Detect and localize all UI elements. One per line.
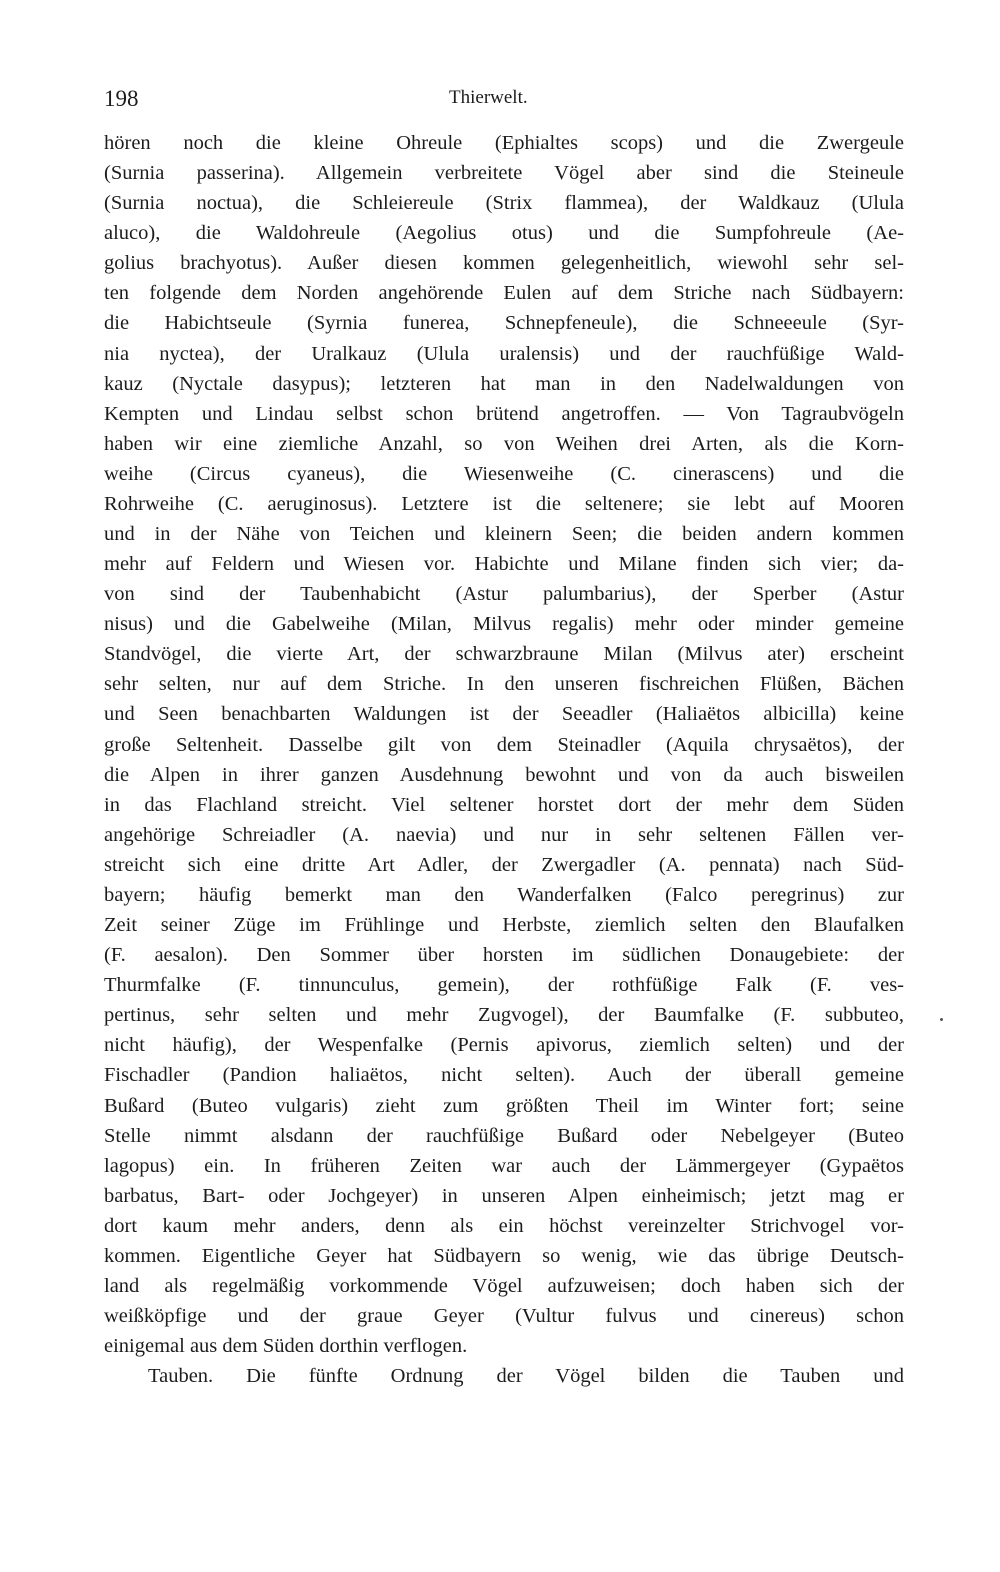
section-start-line: Tauben. Die fünfte Ordnung der Vögel bilden die Tauben und (148, 1365, 904, 1388)
text-line: von sind der Taubenhabicht (Astur palumbarius), der Sperber (Astur (104, 583, 904, 606)
body-text (104, 128, 904, 1391)
text-line: (Surnia passerina). Allgemein verbreitete Vögel aber sind die Steineule (104, 162, 904, 185)
ink-speck (940, 1018, 943, 1021)
text-line: pertinus, sehr selten und mehr Zugvogel), der Baumfalke (F. subbuteo, (104, 1004, 904, 1027)
text-line: Kempten und Lindau selbst schon brütend angetroffen. — Von Tagraubvögeln (104, 402, 904, 425)
text-line: weißköpfige und der graue Geyer (Vultur fulvus und cinereus) schon (104, 1305, 904, 1328)
text-line: große Seltenheit. Dasselbe gilt von dem Steinadler (Aquila chrysaëtos), der (104, 733, 904, 756)
text-line: aluco), die Waldohreule (Aegolius otus) und die Sumpfohreule (Ae- (104, 222, 904, 245)
text-line: hören noch die kleine Ohreule (Ephialtes scops) und die Zwergeule (104, 132, 904, 154)
text-line: in das Flachland streicht. Viel seltener horstet dort der mehr dem Süden (104, 793, 904, 816)
text-line: Thurmfalke (F. tinnunculus, gemein), der rothfüßige Falk (F. ves- (104, 974, 904, 997)
text-line: kommen. Eigentliche Geyer hat Südbayern so wenig, wie das übrige Deutsch- (104, 1244, 904, 1267)
text-line: weihe (Circus cyaneus), die Wiesenweihe (C. cinerascens) und die (104, 462, 904, 485)
paragraph-end-line: einigemal aus dem Süden dorthin verflogen. (104, 1335, 468, 1358)
text-line: Fischadler (Pandion haliaëtos, nicht selten). Auch der überall gemeine (104, 1064, 904, 1087)
text-line: (F. aesalon). Den Sommer über horsten im südlichen Donaugebiete: der (104, 944, 904, 967)
text-line: Rohrweihe (C. aeruginosus). Letztere ist die seltenere; sie lebt auf Mooren (104, 492, 904, 515)
text-line: lagopus) ein. In früheren Zeiten war auch der Lämmergeyer (Gypaëtos (104, 1154, 904, 1177)
text-line: nicht häufig), der Wespenfalke (Pernis apivorus, ziemlich selten) und der (104, 1034, 904, 1057)
text-line: nisus) und die Gabelweihe (Milan, Milvus regalis) mehr oder minder gemeine (104, 613, 904, 636)
text-line: die Habichtseule (Syrnia funerea, Schnepfeneule), die Schneeeule (Syr- (104, 312, 904, 335)
text-line: haben wir eine ziemliche Anzahl, so von Weihen drei Arten, als die Korn- (104, 432, 904, 455)
text-line: land als regelmäßig vorkommende Vögel aufzuweisen; doch haben sich der (104, 1274, 904, 1297)
page-header (104, 86, 904, 116)
text-line: Stelle nimmt alsdann der rauchfüßige Bußard oder Nebelgeyer (Buteo (104, 1124, 904, 1147)
text-line: und in der Nähe von Teichen und kleinern Seen; die beiden andern kommen (104, 523, 904, 546)
text-line: die Alpen in ihrer ganzen Ausdehnung bewohnt und von da auch bisweilen (104, 763, 904, 786)
text-line: nia nyctea), der Uralkauz (Ulula uralensis) und der rauchfüßige Wald- (104, 342, 904, 365)
text-line: Standvögel, die vierte Art, der schwarzbraune Milan (Milvus ater) erscheint (104, 643, 904, 666)
running-head: Thierwelt. (449, 87, 528, 108)
text-line: und Seen benachbarten Waldungen ist der Seeadler (Haliaëtos albicilla) keine (104, 703, 904, 726)
text-line: barbatus, Bart- oder Jochgeyer) in unseren Alpen einheimisch; jetzt mag er (104, 1184, 904, 1207)
text-line: (Surnia noctua), die Schleiereule (Strix flammea), der Waldkauz (Ulula (104, 192, 904, 215)
text-line: bayern; häufig bemerkt man den Wanderfalken (Falco peregrinus) zur (104, 883, 904, 906)
text-line: ten folgende dem Norden angehörende Eulen auf dem Striche nach Südbayern: (104, 282, 904, 305)
text-line: streicht sich eine dritte Art Adler, der Zwergadler (A. pennata) nach Süd- (104, 853, 904, 876)
text-line: golius brachyotus). Außer diesen kommen gelegenheitlich, wiewohl sehr sel- (104, 252, 904, 275)
text-line: Zeit seiner Züge im Frühlinge und Herbste, ziemlich selten den Blaufalken (104, 914, 904, 937)
page-number: 198 (104, 86, 139, 111)
text-line: mehr auf Feldern und Wiesen vor. Habichte und Milane finden sich vier; da- (104, 553, 904, 576)
text-line: kauz (Nyctale dasypus); letzteren hat man in den Nadelwaldungen von (104, 372, 904, 395)
text-line: angehörige Schreiadler (A. naevia) und nur in sehr seltenen Fällen ver- (104, 823, 904, 846)
text-line: Bußard (Buteo vulgaris) zieht zum größten Theil im Winter fort; seine (104, 1094, 904, 1117)
text-line: sehr selten, nur auf dem Striche. In den unseren fischreichen Flüßen, Bächen (104, 673, 904, 696)
text-line: dort kaum mehr anders, denn als ein höchst vereinzelter Strichvogel vor- (104, 1214, 904, 1237)
